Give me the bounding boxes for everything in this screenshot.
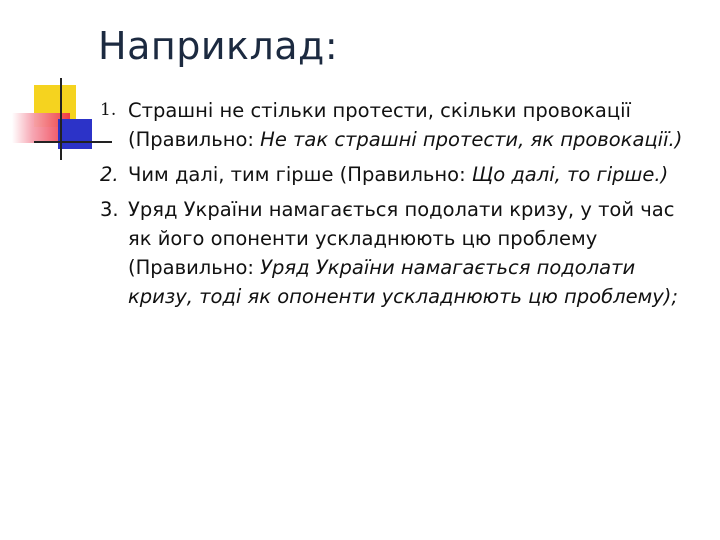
item-number: 3. <box>100 198 119 221</box>
decorative-blue-square <box>58 119 92 149</box>
item-text: Страшні не стільки протести, скільки провокації (Правильно: <box>128 99 631 151</box>
list-item <box>100 195 690 311</box>
item-text: Уряд України намагається подолати кризу, у той час як його опоненти ускладнюють цю проблему (Правильно: <box>128 198 675 279</box>
item-number: 1. <box>100 100 117 120</box>
example-list <box>100 96 690 317</box>
item-text: Чим далі, тим гірше (Правильно: <box>128 163 472 186</box>
item-correct-form: Не так страшні протести, як провокації.) <box>260 128 683 151</box>
item-number: 2. <box>100 163 119 186</box>
list-item <box>100 160 690 189</box>
item-correct-form: Уряд України намагається подолати кризу, тоді як опоненти ускладнюють цю проблему); <box>128 256 678 308</box>
decorative-vertical-line <box>60 78 62 160</box>
list-item <box>100 96 690 154</box>
item-correct-form: Що далі, то гірше.) <box>471 163 669 186</box>
slide-title: Наприклад: <box>98 24 339 68</box>
